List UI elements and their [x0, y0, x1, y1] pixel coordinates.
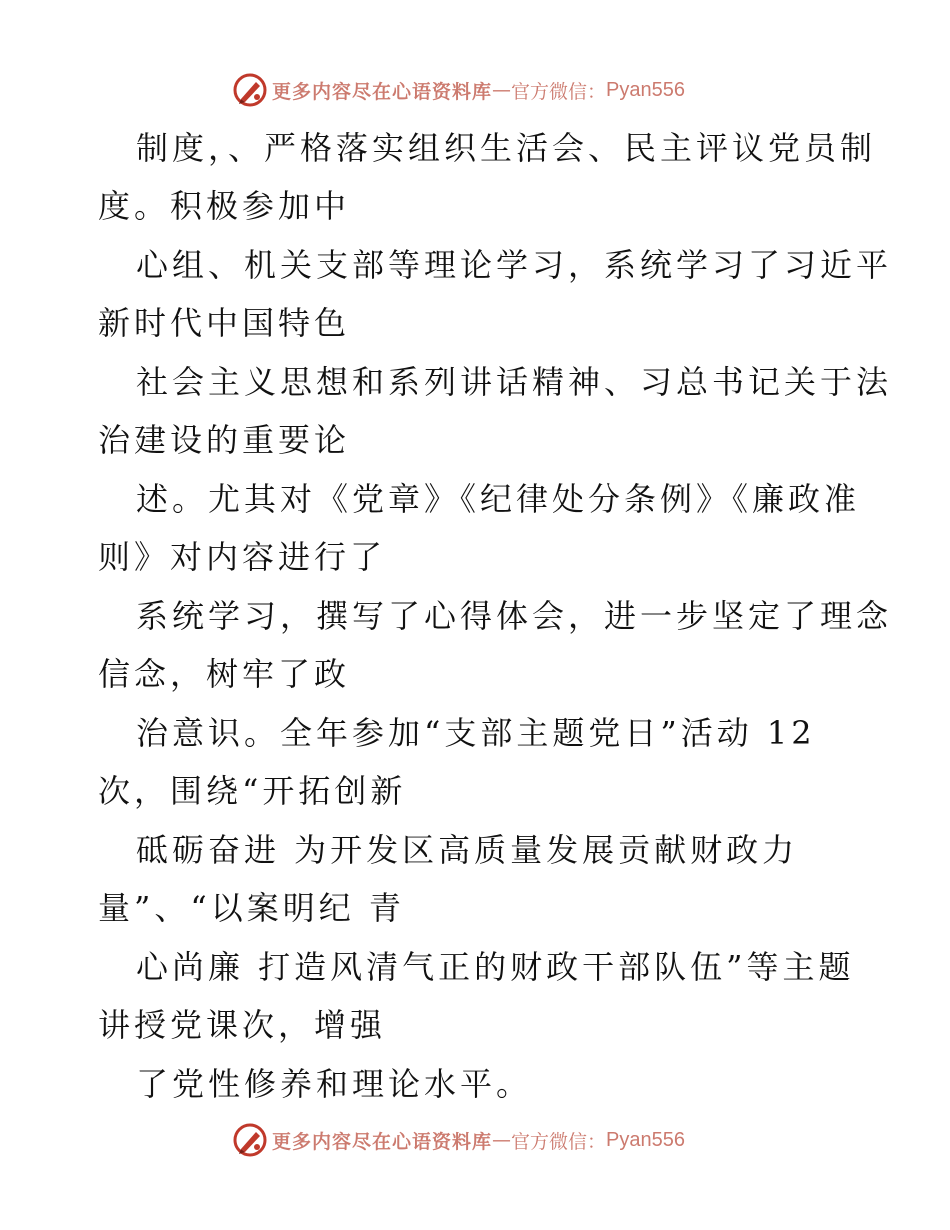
text-line: 讲授党课次，增强	[98, 1006, 387, 1044]
banner-slogan: 更多内容尽在心语资料库	[272, 1130, 493, 1153]
text-line: 社会主义思想和系列讲话精神、习总书记关于法	[136, 363, 893, 401]
footer-banner[interactable]	[232, 1120, 685, 1160]
text-line: 次，围绕“开拓创新	[98, 772, 407, 810]
banner-separator: —	[492, 79, 512, 101]
text-line: 度。积极参加中	[98, 187, 351, 225]
pen-logo-icon	[232, 1122, 268, 1158]
banner-wechat-id: Pyan556	[606, 1128, 685, 1151]
text-line: 砥砺奋进 为开发区高质量发展贡献财政力	[136, 831, 799, 869]
text-line: 制度，、严格落实组织生活会、民主评议党员制	[136, 129, 877, 167]
banner-slogan: 更多内容尽在心语资料库	[272, 80, 493, 103]
text-line: 则》对内容进行了	[98, 538, 387, 576]
banner-wechat-label: 官方微信：	[511, 1130, 607, 1153]
banner-wechat-id: Pyan556	[606, 78, 685, 101]
text-line: 新时代中国特色	[98, 304, 351, 342]
text-line: 信念，树牢了政	[98, 655, 351, 693]
text-line: 量”、“以案明纪 青	[98, 889, 405, 927]
text-line: 心组、机关支部等理论学习，系统学习了习近平	[136, 246, 893, 284]
text-line: 系统学习，撰写了心得体会，进一步坚定了理念	[136, 597, 893, 635]
text-line: 述。尤其对《党章》《纪律处分条例》《廉政准	[136, 480, 861, 518]
text-line: 了党性修养和理论水平。	[136, 1065, 533, 1103]
banner-wechat-label: 官方微信：	[511, 80, 607, 103]
banner-separator: —	[492, 1129, 512, 1151]
text-line: 心尚廉 打造风清气正的财政干部队伍”等主题	[136, 948, 855, 986]
text-line: 治意识。全年参加“支部主题党日”活动 12	[136, 714, 816, 752]
text-line: 治建设的重要论	[98, 421, 351, 459]
